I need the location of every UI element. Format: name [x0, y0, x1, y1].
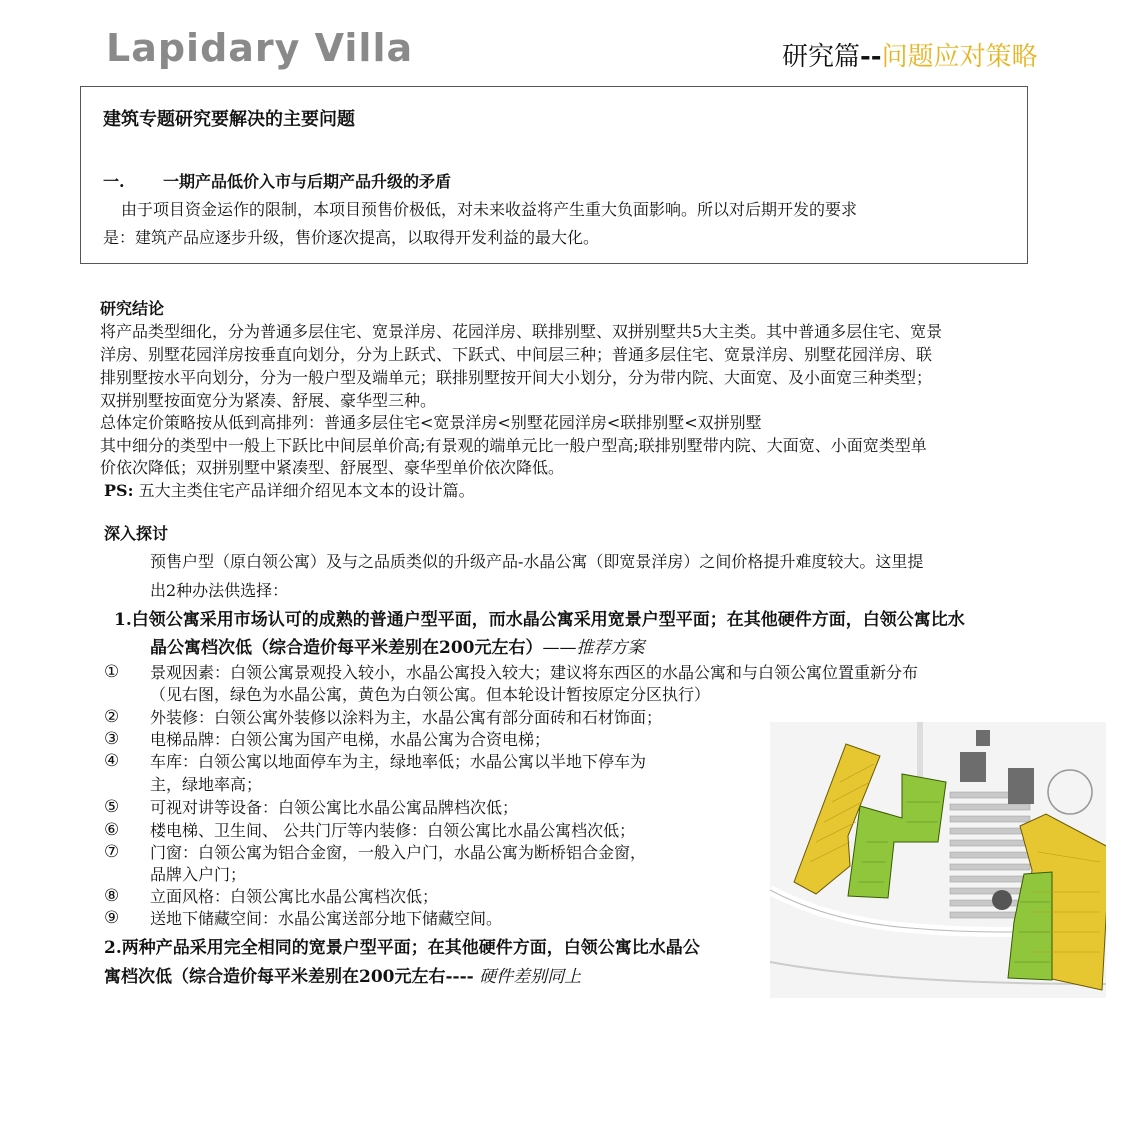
conclusion-line: 双拼别墅按面宽分为紧凑、舒展、豪华型三种。: [100, 391, 437, 410]
item-marker: ⑥: [104, 820, 120, 840]
conclusion-line: 价依次降低；双拼别墅中紧凑型、舒展型、豪华型单价依次降低。: [100, 458, 565, 477]
conclusion-line: 排别墅按水平向划分，分为一般户型及端单元；联排别墅按开间大小划分，分为带内院、大面宽、及小面宽三种类型；: [100, 368, 933, 387]
item-text: 车库：白领公寓以地面停车为主，绿地率低；水晶公寓以半地下停车为: [150, 752, 647, 771]
problem-box: [80, 86, 1028, 264]
item-marker: ⑤: [104, 797, 120, 817]
item-text: 外装修：白领公寓外装修以涂料为主，水晶公寓有部分面砖和石材饰面；: [150, 708, 663, 727]
conclusion-title: 研究结论: [100, 299, 165, 318]
discussion-intro-line-1: 预售户型（原白领公寓）及与之品质类似的升级产品-水晶公寓（即宽景洋房）之间价格提升难度较大。这里提: [150, 552, 924, 571]
item-text: 品牌入户门；: [150, 865, 247, 884]
site-plan-map: [770, 722, 1106, 998]
problem-box-title: 建筑专题研究要解决的主要问题: [103, 109, 355, 130]
logo-text: Lapidary Villa: [106, 26, 414, 70]
item-text: 门窗：白领公寓为铝合金窗，一般入户门，水晶公寓为断桥铝合金窗，: [150, 843, 647, 862]
item-text: 景观因素：白领公寓景观投入较小，水晶公寓投入较大；建议将东西区的水晶公寓和与白领公寓位置重新分布: [150, 663, 919, 682]
problem-heading: [103, 169, 451, 192]
ps-text: 五大主类住宅产品详细介绍见本文本的设计篇。: [138, 481, 475, 500]
page-header-title: [782, 36, 1038, 73]
option-2-tail: 硬件差别同上: [479, 967, 582, 987]
item-text: 可视对讲等设备：白领公寓比水晶公寓品牌档次低；: [150, 798, 519, 817]
item-text: （见右图，绿色为水晶公寓，黄色为白领公寓。但本轮设计暂按原定分区执行）: [150, 685, 711, 704]
item-marker: ⑨: [104, 908, 120, 928]
header-title-main: 研究篇: [782, 42, 861, 72]
conclusion-line: 其中细分的类型中一般上下跃比中间层单价高;有景观的端单元比一般户型高;联排别墅带内院、大面宽、小面宽类型单: [100, 436, 927, 455]
item-text: 送地下储藏空间：水晶公寓送部分地下储藏空间。: [150, 909, 503, 928]
problem-paragraph-line-1: 由于项目资金运作的限制，本项目预售价极低，对未来收益将产生重大负面影响。所以对后期开发的要求: [121, 200, 858, 219]
conclusion-line: 总体定价策略按从低到高排列：普通多层住宅<宽景洋房<别墅花园洋房<联排别墅<双拼别墅: [100, 413, 762, 432]
item-text: 电梯品牌：白领公寓为国产电梯，水晶公寓为合资电梯；: [150, 730, 551, 749]
header-title-dash: --: [860, 42, 882, 72]
conclusion-line: 洋房、别墅花园洋房按垂直向划分，分为上跃式、下跃式、中间层三种；普通多层住宅、宽景洋房、别墅花园洋房、联: [100, 345, 933, 364]
item-text: 楼电梯、卫生间、 公共门厅等内装修：白领公寓比水晶公寓档次低；: [150, 821, 636, 840]
option-2-text: 寓档次低（综合造价每平米差别在200元左右----: [104, 967, 474, 987]
discussion-intro-line-2: 出2种办法供选择：: [150, 581, 289, 600]
option-1-text: 晶公寓档次低（综合造价每平米差别在200元左右）: [150, 638, 543, 658]
option-2-line-1: 2.两种产品采用完全相同的宽景户型平面；在其他硬件方面，白领公寓比水晶公: [104, 938, 700, 958]
item-text: 立面风格：白领公寓比水晶公寓档次低；: [150, 887, 439, 906]
option-2-line-2: [104, 966, 581, 988]
option-1-line-1: 1.白领公寓采用市场认可的成熟的普通户型平面，而水晶公寓采用宽景户型平面；在其他硬件方面，白领公寓比水: [114, 610, 965, 630]
item-marker: ⑧: [104, 886, 120, 906]
item-marker: ⑦: [104, 842, 120, 862]
problem-heading-number: 一.: [103, 172, 125, 191]
ps-note: [104, 480, 475, 502]
item-text: 主，绿地率高；: [150, 775, 263, 794]
discussion-title: 深入探讨: [104, 524, 169, 543]
option-1-recommendation: ——推荐方案: [542, 638, 645, 658]
item-marker: ③: [104, 729, 120, 749]
conclusion-line: 将产品类型细化，分为普通多层住宅、宽景洋房、花园洋房、联排别墅、双拼别墅共5大主类。其中普通多层住宅、宽景: [100, 322, 943, 341]
option-1-line-2: [150, 637, 645, 659]
item-marker: ②: [104, 707, 120, 727]
header-title-sub: 问题应对策略: [881, 42, 1038, 72]
problem-heading-text: 一期产品低价入市与后期产品升级的矛盾: [163, 172, 452, 191]
ps-label: PS:: [104, 481, 134, 500]
problem-paragraph-line-2: 是：建筑产品应逐步升级，售价逐次提高，以取得开发利益的最大化。: [103, 228, 600, 247]
item-marker: ④: [104, 751, 120, 771]
item-marker: ①: [104, 662, 120, 682]
